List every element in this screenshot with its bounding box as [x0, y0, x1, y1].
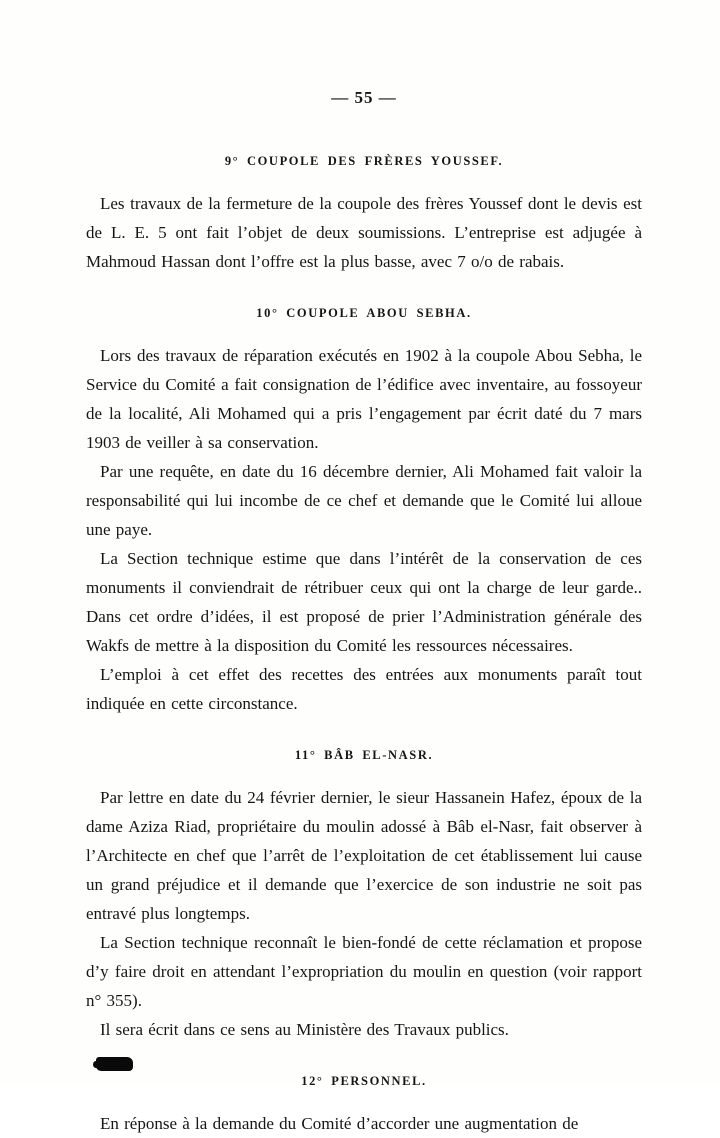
- paragraph: Les travaux de la fermeture de la coupole des frères Youssef dont le devis est de L. E. 5 ont fait l’objet de deux soumissions. L’entreprise est adjugée à Mahmoud Hassan dont l’offre est la plus basse, avec 7 o/o de rabais.: [86, 194, 642, 271]
- section-heading: 11° BÂB EL-NASR.: [294, 748, 434, 762]
- section-coupole-abou-sebha: [86, 306, 642, 718]
- paragraph: L’emploi à cet effet des recettes des entrées aux monuments paraît tout indiquée en cette circonstance.: [86, 665, 642, 713]
- ink-smudge-scan-artifact: [96, 1057, 133, 1071]
- section-heading: 10° COUPOLE ABOU SEBHA.: [256, 306, 472, 320]
- page-number: — 55 —: [331, 88, 397, 107]
- section-coupole-freres-youssef: [86, 154, 642, 276]
- paragraph: En réponse à la demande du Comité d’accorder une augmentation de: [100, 1114, 579, 1133]
- section-heading: 12° PERSONNEL.: [301, 1074, 427, 1088]
- section-personnel: [86, 1074, 642, 1138]
- paragraph: La Section technique estime que dans l’intérêt de la conservation de ces monuments il conviendrait de rétribuer ceux qui ont la charge de leur garde.. Dans cet ordre d’idées, il est proposé de prier l’Administration générale des Wakfs de mettre à la disposition du Comité les ressources nécessaires.: [86, 549, 642, 655]
- paragraph: Par une requête, en date du 16 décembre dernier, Ali Mohamed fait valoir la responsabilité qui lui incombe de ce chef et demande que le Comité lui alloue une paye.: [86, 462, 642, 539]
- paragraph: Lors des travaux de réparation exécutés en 1902 à la coupole Abou Sebha, le Service du Comité a fait consignation de l’édifice avec inventaire, au fossoyeur de la localité, Ali Mohamed qui a pris l’engagement par écrit daté du 7 mars 1903 de veiller à sa conservation.: [86, 346, 642, 452]
- paragraph: Par lettre en date du 24 février dernier, le sieur Hassanein Hafez, époux de la dame Aziza Riad, propriétaire du moulin adossé à Bâb el-Nasr, fait observer à l’Architecte en chef que l’arrêt de l’exploitation de cet établissement lui cause un grand préjudice et il demande que l’exercice de son industrie ne soit pas entravé plus longtemps.: [86, 788, 642, 923]
- section-heading: 9° COUPOLE DES FRÈRES YOUSSEF.: [224, 154, 504, 168]
- paragraph: Il sera écrit dans ce sens au Ministère des Travaux publics.: [100, 1020, 509, 1039]
- section-bab-el-nasr: [86, 748, 642, 1044]
- paragraph: La Section technique reconnaît le bien-fondé de cette réclamation et propose d’y faire droit en attendant l’expropriation du moulin en question (voir rapport n° 355).: [86, 933, 642, 1010]
